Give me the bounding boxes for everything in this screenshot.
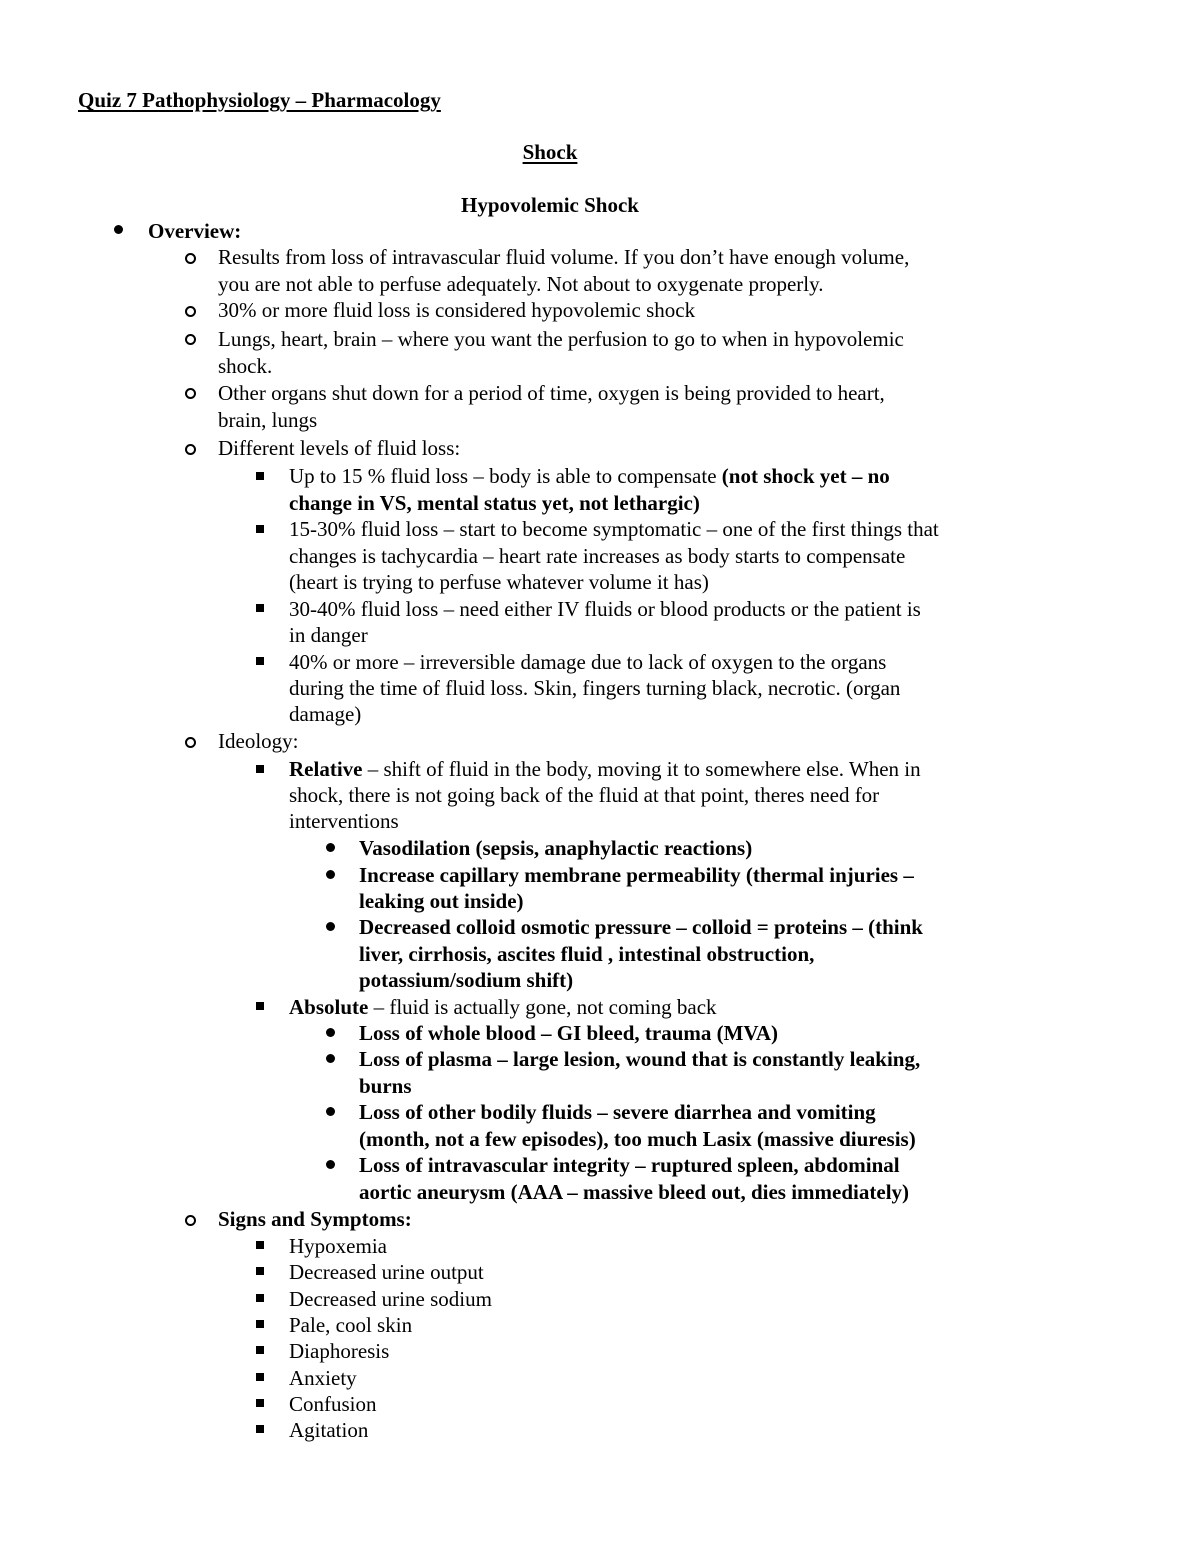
- circle-bullet-icon: [185, 1215, 196, 1226]
- fluid-levels-label: Different levels of fluid loss:: [218, 436, 461, 460]
- square-bullet-icon: [256, 657, 264, 665]
- level-4-line-2: during the time of fluid loss. Skin, fingers turning black, necrotic. (organ: [289, 676, 901, 700]
- square-bullet-icon: [256, 1002, 264, 1010]
- square-bullet-icon: [256, 1320, 264, 1328]
- circle-bullet-icon: [185, 253, 196, 264]
- square-bullet-icon: [256, 1425, 264, 1433]
- relative-line-1: [289, 756, 921, 783]
- relative-line-3: interventions: [289, 809, 399, 833]
- level-3-line-2: in danger: [289, 623, 368, 647]
- relative-item-2-line-1: Increase capillary membrane permeability (thermal injuries –: [359, 863, 914, 887]
- overview-item-4-line-1: Other organs shut down for a period of time, oxygen is being provided to heart,: [218, 381, 885, 405]
- absolute-term: Absolute: [289, 995, 369, 1019]
- absolute-item-3-line-1: Loss of other bodily fluids – severe diarrhea and vomiting: [359, 1100, 876, 1124]
- absolute-item-4-line-2: aortic aneurysm (AAA – massive bleed out, dies immediately): [359, 1180, 910, 1204]
- disc-bullet-icon: [326, 922, 335, 931]
- square-bullet-icon: [256, 1241, 264, 1249]
- absolute-line-1: [289, 994, 717, 1021]
- disc-bullet-icon: [326, 843, 335, 852]
- square-bullet-icon: [256, 472, 264, 480]
- circle-bullet-icon: [185, 388, 196, 399]
- relative-line-2: shock, there is not going back of the fluid at that point, theres need for: [289, 783, 880, 807]
- relative-item-2-line-2: leaking out inside): [359, 889, 524, 913]
- overview-item-3-line-2: shock.: [218, 354, 273, 378]
- sign-item: Agitation: [289, 1418, 369, 1442]
- disc-bullet-icon: [114, 225, 123, 234]
- absolute-text: – fluid is actually gone, not coming back: [368, 995, 717, 1019]
- section-heading: Shock: [522, 140, 578, 164]
- sign-item: Hypoxemia: [289, 1234, 387, 1258]
- overview-item-1-line-2: you are not able to perfuse adequately. Not about to oxygenate properly.: [218, 272, 824, 296]
- document-title: Quiz 7 Pathophysiology – Pharmacology: [78, 88, 441, 112]
- square-bullet-icon: [256, 1373, 264, 1381]
- sign-item: Decreased urine output: [289, 1260, 484, 1284]
- sign-item: Anxiety: [289, 1366, 357, 1390]
- level-2-line-2: changes is tachycardia – heart rate increases as body starts to compensate: [289, 544, 906, 568]
- overview-item-2: 30% or more fluid loss is considered hypovolemic shock: [218, 298, 696, 322]
- disc-bullet-icon: [326, 1028, 335, 1037]
- overview-label: Overview:: [148, 219, 242, 243]
- level-4-line-1: 40% or more – irreversible damage due to lack of oxygen to the organs: [289, 650, 887, 674]
- signs-label: Signs and Symptoms:: [218, 1207, 412, 1231]
- square-bullet-icon: [256, 1399, 264, 1407]
- sign-item: Pale, cool skin: [289, 1313, 413, 1337]
- disc-bullet-icon: [326, 1107, 335, 1116]
- absolute-item-1: Loss of whole blood – GI bleed, trauma (MVA): [359, 1021, 779, 1045]
- sign-item: Confusion: [289, 1392, 377, 1416]
- absolute-item-2-line-2: burns: [359, 1074, 412, 1098]
- level-1-line-2: change in VS, mental status yet, not lethargic): [289, 491, 700, 515]
- square-bullet-icon: [256, 525, 264, 533]
- overview-item-4-line-2: brain, lungs: [218, 408, 318, 432]
- disc-bullet-icon: [326, 870, 335, 879]
- sign-item: Decreased urine sodium: [289, 1287, 492, 1311]
- level-1-emphasis: (not shock yet – no: [721, 464, 890, 488]
- circle-bullet-icon: [185, 737, 196, 748]
- section-subheading: Hypovolemic Shock: [461, 193, 639, 217]
- ideology-label: Ideology:: [218, 729, 299, 753]
- level-3-line-1: 30-40% fluid loss – need either IV fluids or blood products or the patient is: [289, 597, 921, 621]
- sign-item: Diaphoresis: [289, 1339, 390, 1363]
- relative-item-3-line-2: liver, cirrhosis, ascites fluid , intestinal obstruction,: [359, 942, 815, 966]
- square-bullet-icon: [256, 1346, 264, 1354]
- absolute-item-4-line-1: Loss of intravascular integrity – ruptured spleen, abdominal: [359, 1153, 900, 1177]
- circle-bullet-icon: [185, 444, 196, 455]
- relative-text: – shift of fluid in the body, moving it to somewhere else. When in: [362, 757, 921, 781]
- level-1-line-1: [289, 463, 890, 490]
- level-2-line-3: (heart is trying to perfuse whatever volume it has): [289, 570, 709, 594]
- square-bullet-icon: [256, 1294, 264, 1302]
- square-bullet-icon: [256, 765, 264, 773]
- disc-bullet-icon: [326, 1054, 335, 1063]
- square-bullet-icon: [256, 1267, 264, 1275]
- disc-bullet-icon: [326, 1160, 335, 1169]
- relative-item-1: Vasodilation (sepsis, anaphylactic reactions): [359, 836, 753, 860]
- absolute-item-2-line-1: Loss of plasma – large lesion, wound that is constantly leaking,: [359, 1047, 921, 1071]
- level-2-line-1: 15-30% fluid loss – start to become symptomatic – one of the first things that: [289, 517, 939, 541]
- circle-bullet-icon: [185, 334, 196, 345]
- square-bullet-icon: [256, 604, 264, 612]
- relative-item-3-line-1: Decreased colloid osmotic pressure – colloid = proteins – (think: [359, 915, 923, 939]
- relative-item-3-line-3: potassium/sodium shift): [359, 968, 574, 992]
- relative-term: Relative: [289, 757, 363, 781]
- absolute-item-3-line-2: (month, not a few episodes), too much Lasix (massive diuresis): [359, 1127, 916, 1151]
- overview-item-1-line-1: Results from loss of intravascular fluid volume. If you don’t have enough volume,: [218, 245, 910, 269]
- circle-bullet-icon: [185, 306, 196, 317]
- overview-item-3-line-1: Lungs, heart, brain – where you want the perfusion to go to when in hypovolemic: [218, 327, 904, 351]
- level-4-line-3: damage): [289, 702, 362, 726]
- level-1-text: Up to 15 % fluid loss – body is able to compensate: [289, 464, 722, 488]
